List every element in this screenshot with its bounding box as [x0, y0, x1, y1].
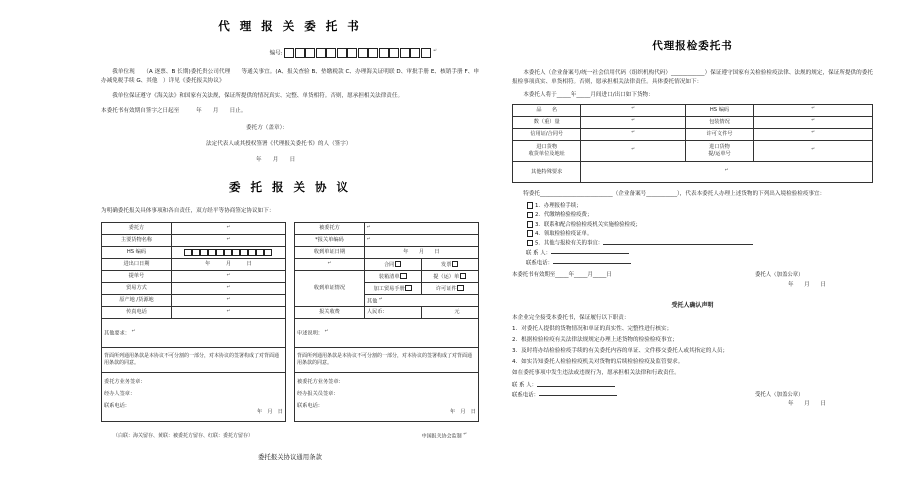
trustee-signature-label: 受托人（加盖公章）: [755, 392, 804, 398]
field-value[interactable]: [171, 271, 285, 283]
pilcrow-mark: ↵: [226, 272, 231, 278]
doc-option-contract[interactable]: [364, 259, 421, 271]
hs-code-box[interactable]: [256, 249, 264, 257]
doc-option-invoice[interactable]: [421, 259, 478, 271]
serial-number-box[interactable]: [337, 48, 347, 58]
pilcrow-mark: ↵: [226, 284, 231, 290]
table-row: [102, 271, 286, 283]
serial-number-box[interactable]: [379, 48, 389, 58]
field-label: 被委托方: [295, 223, 365, 235]
pilcrow-mark: ↵: [811, 146, 815, 152]
left-doc-paragraph-2: 我单位保证遵守《海关法》和国家有关法规，保证所提供的情况真实、完整、单货相符。否则，愿承担相关法律责任。: [112, 93, 404, 100]
entrusted-matter-label: 5．其他与报检有关的事宜：: [535, 240, 604, 247]
hs-code-box[interactable]: [224, 249, 232, 257]
field-value[interactable]: [754, 129, 873, 141]
signature-line[interactable]: 经办人签章：: [104, 391, 136, 398]
serial-number-box[interactable]: [421, 48, 431, 58]
contact-person-label: 联 系 人：: [526, 250, 551, 257]
declaration-tail: 如在委托事项中发生违法或违规行为，愿承担相关法律和行政责任。: [512, 370, 680, 377]
table-row: [295, 319, 479, 348]
left-doc-paragraph-1: 我单位现 （A 逐票、B 长期)委托贵公司代理 等通关事宜。(A、报关查验 B、垫缴税款 C、办理海关证明联 D、审批手册 E、核销手册 F、申办减免税手续 G、其他 ）详见《委托报关协议》: [101, 69, 479, 85]
hs-code-box[interactable]: [264, 249, 272, 257]
pilcrow-mark: ↵: [631, 146, 635, 152]
pilcrow-mark: ↵: [366, 224, 371, 230]
agreement-title: 委 托 报 关 协 议: [228, 180, 352, 195]
signature-line[interactable]: 联系电话：: [104, 403, 130, 410]
checkbox-contract[interactable]: [395, 261, 402, 268]
right-doc-paragraph-2: 本委托人将于_____年_____月间进口/出口如下货物：: [523, 92, 654, 99]
entrusted-matter-item[interactable]: [512, 202, 873, 211]
other-special-requirements-value[interactable]: [581, 162, 873, 183]
entrust-statement: 特委托__________________________（企业备案号___________），代表本委托人办理上述货物的下列出入境检验检疫事宜：: [523, 191, 826, 198]
entrusted-matter-item[interactable]: [512, 230, 873, 239]
field-label: 信用证/合同号: [513, 129, 581, 141]
table-row: [295, 271, 479, 283]
field-label: HS 编码: [685, 105, 753, 117]
field-label: 数（重）量: [513, 117, 581, 129]
pilcrow-mark: ↵: [724, 167, 729, 173]
entrusted-matter-item[interactable]: [512, 211, 873, 220]
checkbox-entrusted-matter[interactable]: [527, 240, 534, 247]
contact-person-row[interactable]: [512, 249, 873, 259]
checkbox-entrusted-matter[interactable]: [527, 230, 534, 237]
table-row: [102, 223, 286, 235]
signature-line[interactable]: 联系电话：: [297, 403, 323, 410]
serial-number-boxes[interactable]: [284, 48, 431, 58]
doc-option-invoice-label: 发票: [441, 261, 452, 268]
table-row: [295, 235, 479, 247]
hs-code-box[interactable]: [240, 249, 248, 257]
field-value[interactable]: [171, 247, 285, 259]
field-value[interactable]: [171, 307, 285, 319]
doc-option-processing-manual-label: 加工贸易手册: [373, 285, 405, 292]
other-requirements-cell[interactable]: [102, 319, 286, 348]
table-row: [102, 348, 286, 373]
declaration-items-list: [512, 325, 873, 367]
declaration-contact-phone-label: 联系电话：: [512, 392, 539, 399]
entrusted-matters-list: [512, 202, 873, 249]
signature-line[interactable]: 被委托方业务签章：: [297, 379, 344, 386]
field-label: 传真电话: [102, 307, 172, 319]
principal-signature-block: [755, 271, 873, 290]
declaration-item: 3．及时将办结检验检疫手续的有关委托内容的单证、文件移交委托人或其指定的人员；: [512, 348, 729, 355]
pilcrow-mark: ↵: [631, 106, 635, 112]
general-terms-footer-title: 委托报关协议通用条款: [258, 453, 322, 462]
checkbox-packing-list[interactable]: [400, 273, 407, 280]
doc-option-packing-list[interactable]: [364, 271, 421, 283]
declaration-fee-unit-label: 元: [454, 309, 460, 316]
serial-number-box[interactable]: [284, 48, 294, 58]
table-row: [295, 259, 479, 271]
serial-number-box[interactable]: [358, 48, 368, 58]
table-row: [102, 259, 286, 271]
field-label: 进出口日期: [102, 259, 172, 271]
copy-distribution-note: （白联：海关留存、黄联：被委托方留存、红联：委托方留存）: [113, 433, 254, 440]
pilcrow-mark: ↵: [327, 260, 332, 266]
field-value[interactable]: [754, 141, 873, 162]
field-value[interactable]: [581, 141, 685, 162]
customs-declaration-authorization-document: [95, 0, 485, 500]
other-special-requirements-label: 其他特殊要求: [513, 162, 581, 183]
field-label: 收到单证日期: [295, 247, 365, 259]
serial-number-label: 编号:: [269, 50, 283, 57]
agreement-intro: 为明确委托报关具体事项和各自责任，双方经平等协商签定协议如下：: [101, 208, 275, 215]
other-matters-input[interactable]: [603, 239, 753, 244]
field-value[interactable]: [171, 283, 285, 295]
pilcrow-mark: ↵: [226, 308, 231, 314]
serial-number-box[interactable]: [368, 48, 378, 58]
field-label: 贸易方式: [102, 283, 172, 295]
agent-sign-date: 年 月 日: [450, 408, 476, 415]
goods-information-table: [512, 104, 873, 183]
agreement-tables: [101, 222, 479, 422]
entrusted-matter-label: 3．联系和配合检验检疫机关实施检验检疫；: [535, 221, 641, 228]
entrusted-matter-item[interactable]: [512, 221, 873, 230]
entrusting-party-fields-table: [101, 222, 286, 422]
pilcrow-mark: ↵: [366, 236, 371, 242]
issuing-authority-note: [422, 432, 467, 440]
pilcrow-mark: ↵: [463, 432, 467, 438]
hs-code-box[interactable]: [208, 249, 216, 257]
docs-received-status-label: 收到单证情况: [295, 271, 365, 307]
trustee-signature-block: [755, 391, 873, 410]
serial-number-box[interactable]: [410, 48, 420, 58]
field-label: 委托方: [102, 223, 172, 235]
left-doc-date-line: 年 月 日: [256, 157, 296, 164]
pilcrow-mark: ↵: [811, 106, 815, 112]
field-value[interactable]: [754, 117, 873, 129]
declaration-intro: 本企业完全接受本委托书，保证履行以下职责：: [512, 315, 630, 322]
entrusting-party-signature-cell[interactable]: [102, 373, 286, 422]
serial-number-box[interactable]: [316, 48, 326, 58]
doc-option-license[interactable]: [421, 283, 478, 295]
field-label: 品 名: [513, 105, 581, 117]
table-row: [513, 141, 873, 162]
doc-option-bill-of-lading[interactable]: [421, 271, 478, 283]
agent-signature-cell[interactable]: [295, 373, 479, 422]
hs-code-box[interactable]: [192, 249, 200, 257]
declaration-contact-person-label: 联 系 人：: [512, 382, 537, 389]
general-terms-note-right: 背面所列通用条款是本协议不可分割的一部分，对本协议的签署构成了对背面通用条款的同意。: [295, 348, 479, 373]
serial-number-box[interactable]: [347, 48, 357, 58]
contact-phone-input[interactable]: [553, 259, 631, 264]
table-row: [295, 247, 479, 259]
serial-number-box[interactable]: [326, 48, 336, 58]
pilcrow-mark: ↵: [324, 329, 329, 334]
doc-option-other[interactable]: [364, 295, 478, 307]
doc-option-processing-manual[interactable]: [364, 283, 421, 295]
declaration-fee-label: 报关收费: [295, 307, 365, 319]
table-row: [513, 129, 873, 141]
contact-phone-row[interactable]: [512, 259, 873, 269]
checkbox-entrusted-matter[interactable]: [527, 212, 534, 219]
field-label: 主要货物名称: [102, 235, 172, 247]
field-value[interactable]: [171, 223, 285, 235]
statement-label: 申述说明：: [297, 330, 323, 337]
table-row: [513, 162, 873, 183]
field-value[interactable]: [581, 129, 685, 141]
legal-representative-signature-label: 法定代表人或其授权签署《代理报关委托书》的人（签字）: [206, 141, 352, 148]
declaration-item: 4．如实告知委托人检验检疫机关对货物的后续检验检疫及监管要求。: [512, 359, 684, 366]
principal-sign-date: 年 月 日: [788, 281, 826, 288]
declaration-signature-row: [512, 391, 873, 410]
principal-signature-label: 委托人（加盖公章）: [755, 272, 804, 279]
agreement-table-entrusting-party: [101, 222, 286, 422]
field-label: *报关单编码: [295, 235, 365, 247]
pilcrow-mark: ↵: [631, 130, 635, 136]
hs-code-box[interactable]: [232, 249, 240, 257]
table-row: [102, 283, 286, 295]
checkbox-invoice[interactable]: [452, 261, 459, 268]
table-row: [513, 117, 873, 129]
declaration-item: 1．对委托人提供的货物情况和单证的真实性、完整性进行核实；: [512, 326, 673, 333]
checkbox-processing-manual[interactable]: [405, 285, 412, 292]
other-requirements-label: 其他要求：: [104, 330, 130, 337]
table-row: [102, 319, 286, 348]
pilcrow-mark: ↵: [811, 130, 815, 136]
pilcrow-mark: ↵: [131, 329, 136, 334]
serial-number-row: [101, 48, 479, 58]
checkbox-license[interactable]: [457, 285, 464, 292]
field-label: 进口货物 收货单位及地址: [513, 141, 581, 162]
docs-received-blank-cell: [295, 259, 365, 271]
left-doc-validity: 本委托书有效期自签字之日起至 年 月 日止。: [101, 108, 247, 115]
declaration-contact-phone-row[interactable]: [512, 391, 755, 401]
entrusting-party-signature-label: 委托方（盖章）：: [246, 125, 288, 132]
doc-option-license-label: 许可证件: [435, 285, 457, 292]
entrusting-party-sign-date: 年 月 日: [257, 408, 283, 415]
field-value[interactable]: 年 月 日: [364, 247, 478, 259]
field-value[interactable]: [581, 105, 685, 117]
serial-number-box[interactable]: [295, 48, 305, 58]
signature-line[interactable]: 委托方业务签章：: [104, 379, 146, 386]
field-label: 包装情况: [685, 117, 753, 129]
field-label: 原产地 /货源地: [102, 295, 172, 307]
table-row: [102, 373, 286, 422]
declaration-fee-unit[interactable]: [421, 307, 478, 319]
hs-code-box[interactable]: [200, 249, 208, 257]
issuing-authority-label: 中国报关协会监制: [421, 434, 462, 441]
field-value[interactable]: [754, 105, 873, 117]
right-doc-paragraph-1: 本委托人（企业备案号/统一社会信用代码（组织机构代码）____________）保证遵守国家有关检验检疫法律、法规的规定，保证所提供的委托报检事项真实、单货相符。否则，愿承担相关法律责任。具体委托情况如下：: [512, 70, 873, 86]
doc-option-contract-label: 合同: [383, 261, 395, 268]
checkbox-bill-of-lading[interactable]: [460, 273, 467, 280]
table-row: [295, 223, 479, 235]
field-value[interactable]: [364, 223, 478, 235]
doc-option-other-label: 其他: [366, 298, 378, 305]
serial-number-box[interactable]: [389, 48, 399, 58]
field-value[interactable]: [171, 235, 285, 247]
pilcrow-mark: ↵: [433, 48, 437, 54]
doc-option-bill-of-lading-label: 提（运）单: [433, 273, 460, 280]
entrusted-matter-label: 4．领取检验检疫证单。: [535, 231, 593, 238]
entrusted-matter-label: 1．办理报检手续；: [535, 203, 582, 210]
validity-and-signature-row: [512, 271, 873, 290]
declaration-contact-person-row[interactable]: [512, 381, 873, 391]
statement-cell[interactable]: [295, 319, 479, 348]
field-value[interactable]: [364, 235, 478, 247]
declaration-fee-currency[interactable]: 人民币：: [364, 307, 421, 319]
pilcrow-mark: ↵: [226, 236, 231, 242]
contact-person-input[interactable]: [551, 249, 629, 254]
right-doc-title: 代理报检委托书: [652, 40, 733, 52]
signature-line[interactable]: 经办报关员签章：: [297, 391, 339, 398]
left-doc-title: 代 理 报 关 委 托 书: [218, 19, 362, 33]
hs-code-box[interactable]: [184, 249, 192, 257]
declaration-contact-person-input[interactable]: [537, 381, 615, 386]
agent-fields-table: [294, 222, 479, 422]
pilcrow-mark: ↵: [811, 118, 815, 124]
table-row: [295, 373, 479, 422]
trustee-sign-date: 年 月 日: [788, 401, 826, 408]
hs-code-box[interactable]: [248, 249, 256, 257]
contact-phone-label: 联系电话：: [526, 259, 553, 266]
right-doc-validity: 本委托书有效期至_____年_____月_____日: [512, 272, 612, 279]
field-value[interactable]: [581, 117, 685, 129]
hs-code-box[interactable]: [216, 249, 224, 257]
field-value[interactable]: 年 月 日: [171, 259, 285, 271]
table-row: [513, 105, 873, 117]
serial-number-box[interactable]: [400, 48, 410, 58]
checkbox-entrusted-matter[interactable]: [527, 221, 534, 228]
serial-number-box[interactable]: [305, 48, 315, 58]
pilcrow-mark: ↵: [226, 296, 231, 302]
field-label: 许可文件号: [685, 129, 753, 141]
table-row: [295, 307, 479, 319]
declaration-item: 2．根据检验检疫有关法律法规规定办理上述货物的检验检疫事宜；: [512, 337, 678, 344]
field-label: 进口货物 提/运单号: [685, 141, 753, 162]
table-row: [295, 348, 479, 373]
general-terms-note-left: 背面所列通用条款是本协议不可分割的一部分，对本协议的签署构成了对背面通用条款的同意。: [102, 348, 286, 373]
pilcrow-mark: ↵: [378, 296, 383, 302]
table-row: [102, 295, 286, 307]
doc-option-packing-list-label: 装箱清单: [378, 273, 400, 280]
agreement-table-agent: [294, 222, 479, 422]
pilcrow-mark: ↵: [226, 224, 231, 230]
declaration-contact-phone-input[interactable]: [539, 391, 617, 396]
checkbox-entrusted-matter[interactable]: [527, 202, 534, 209]
table-row: [102, 247, 286, 259]
field-label: 提单号: [102, 271, 172, 283]
inspection-declaration-authorization-document: [500, 0, 885, 500]
table-row: [102, 307, 286, 319]
entrusted-matter-label: 2．代缴纳检验检疫费；: [535, 212, 593, 219]
pilcrow-mark: ↵: [631, 118, 635, 124]
entrusted-matter-item[interactable]: [512, 239, 873, 249]
field-value[interactable]: [171, 295, 285, 307]
declaration-section-title: 受托人确认声明: [671, 302, 714, 310]
table-row: [102, 235, 286, 247]
field-label: HS 编码: [102, 247, 172, 259]
